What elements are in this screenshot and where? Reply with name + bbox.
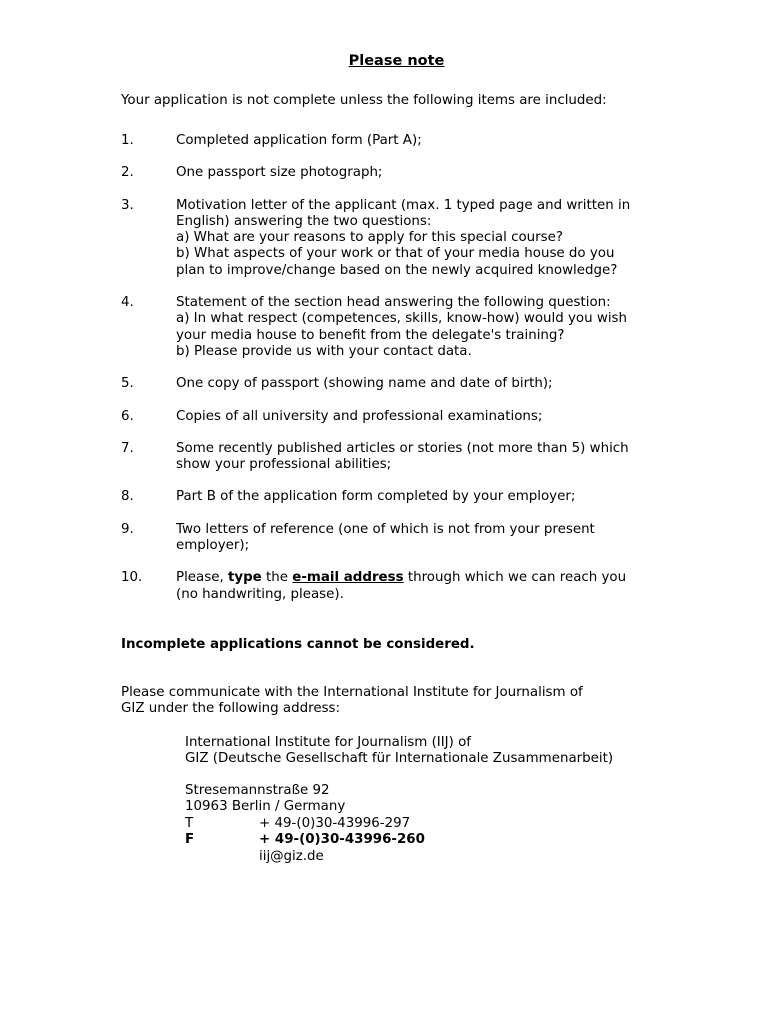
item-text: employer); bbox=[176, 538, 250, 554]
city-line: 10963 Berlin / Germany bbox=[185, 799, 346, 815]
item-number: 10. bbox=[121, 570, 143, 586]
email-address: iij@giz.de bbox=[259, 849, 324, 864]
street-line: Stresemannstraße 92 bbox=[185, 783, 330, 798]
list-item bbox=[121, 409, 681, 425]
item-text: show your professional abilities; bbox=[176, 457, 392, 473]
list-item bbox=[121, 198, 681, 279]
type-emphasis: type bbox=[227, 570, 262, 586]
phone-row bbox=[185, 816, 425, 832]
list-item bbox=[121, 165, 681, 181]
item-number: 3. bbox=[121, 197, 134, 213]
item-number: 6. bbox=[121, 408, 134, 424]
list-item bbox=[121, 570, 681, 603]
item-number: 4. bbox=[121, 295, 134, 311]
fax-number: + 49-(0)30-43996-260 bbox=[259, 831, 425, 847]
item-number: 2. bbox=[121, 165, 134, 181]
contact-intro bbox=[121, 685, 583, 718]
item-text-part: through which we can reach you bbox=[403, 570, 627, 586]
address-line: International Institute for Journalism (IIJ) of bbox=[185, 735, 472, 750]
item-text: Motivation letter of the applicant (max. 1 typed page and written in bbox=[176, 197, 631, 213]
item-text: One passport size photograph; bbox=[176, 165, 383, 181]
item-text: (no handwriting, please). bbox=[176, 586, 344, 602]
item-text: Statement of the section head answering the following question: bbox=[176, 295, 611, 311]
item-text: Part B of the application form completed by your employer; bbox=[176, 489, 576, 505]
institute-address bbox=[185, 735, 613, 768]
item-number: 1. bbox=[121, 133, 134, 148]
fax-label: F bbox=[185, 831, 195, 847]
item-text: English) answering the two questions: bbox=[176, 213, 432, 229]
item-text: plan to improve/change based on the newly acquired knowledge? bbox=[176, 262, 618, 278]
contact-intro-line: Please communicate with the International Institute for Journalism of bbox=[121, 685, 583, 700]
page-title: Please note bbox=[348, 53, 445, 69]
item-text: b) What aspects of your work or that of your media house do you bbox=[176, 246, 615, 262]
item-text: Completed application form (Part A); bbox=[176, 133, 422, 148]
list-item bbox=[121, 133, 681, 149]
item-text: One copy of passport (showing name and date of birth); bbox=[176, 376, 553, 392]
item-text: Two letters of reference (one of which is not from your present bbox=[176, 521, 595, 537]
item-text: a) What are your reasons to apply for this special course? bbox=[176, 230, 563, 246]
contact-intro-line: GIZ under the following address: bbox=[121, 701, 341, 717]
list-item bbox=[121, 295, 681, 360]
item-text-part: the bbox=[261, 570, 293, 586]
list-item bbox=[121, 489, 681, 505]
email-address-emphasis: e-mail address bbox=[292, 570, 404, 586]
item-number: 7. bbox=[121, 440, 134, 456]
list-item bbox=[121, 441, 681, 474]
requirements-list bbox=[121, 133, 681, 619]
item-number: 9. bbox=[121, 521, 134, 537]
item-number: 8. bbox=[121, 489, 134, 505]
fax-row bbox=[185, 832, 425, 848]
postal-address bbox=[185, 783, 425, 848]
list-item bbox=[121, 376, 681, 392]
address-line: GIZ (Deutsche Gesellschaft für Internationale Zusammenarbeit) bbox=[185, 751, 614, 767]
item-text: your media house to benefit from the delegate's training? bbox=[176, 327, 565, 343]
intro-text: Your application is not complete unless the following items are included: bbox=[121, 93, 607, 108]
item-text-part: Please, bbox=[176, 570, 228, 586]
item-text: Copies of all university and professional examinations; bbox=[176, 408, 543, 424]
item-text: a) In what respect (competences, skills, know-how) would you wish bbox=[176, 311, 628, 327]
incomplete-warning: Incomplete applications cannot be considered. bbox=[121, 637, 475, 652]
item-text bbox=[176, 570, 671, 586]
phone-number: + 49-(0)30-43996-297 bbox=[259, 815, 411, 831]
item-text: b) Please provide us with your contact data. bbox=[176, 343, 472, 359]
item-number: 5. bbox=[121, 376, 134, 392]
item-text: Some recently published articles or stories (not more than 5) which bbox=[176, 440, 629, 456]
phone-label: T bbox=[185, 815, 194, 831]
list-item bbox=[121, 522, 681, 555]
